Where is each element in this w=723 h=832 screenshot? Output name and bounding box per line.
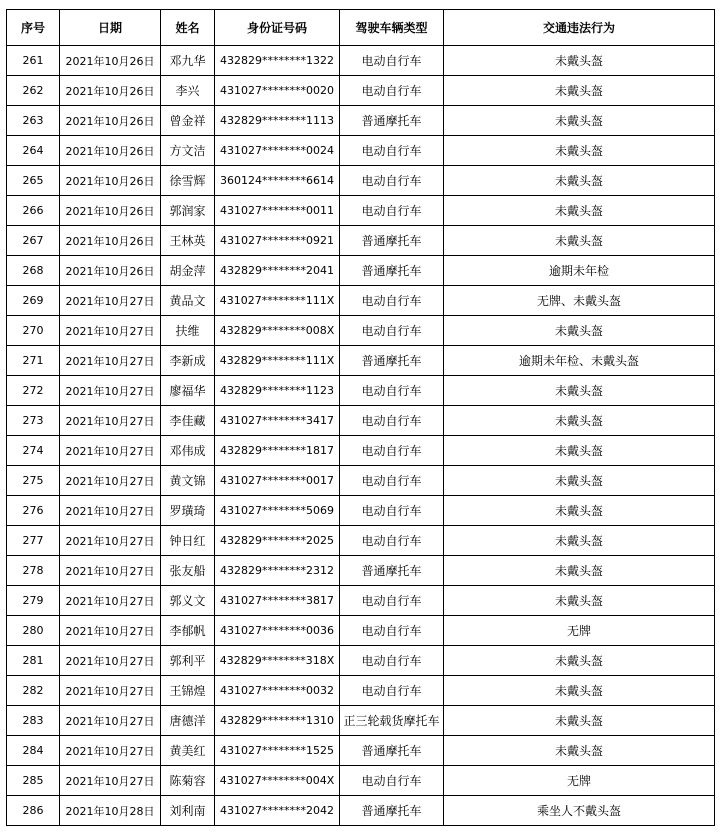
cell-violation: 逾期未年检、未戴头盔 [444, 346, 715, 376]
cell-vehicle-type: 电动自行车 [340, 466, 444, 496]
cell-id-number: 432829********1817 [215, 436, 340, 466]
cell-violation: 未戴头盔 [444, 436, 715, 466]
cell-vehicle-type: 普通摩托车 [340, 796, 444, 826]
cell-name: 李郁帆 [161, 616, 215, 646]
table-row [7, 46, 715, 76]
cell-serial: 263 [7, 106, 60, 136]
cell-serial: 269 [7, 286, 60, 316]
cell-violation: 未戴头盔 [444, 706, 715, 736]
cell-serial: 279 [7, 586, 60, 616]
cell-date: 2021年10月26日 [60, 136, 161, 166]
cell-date: 2021年10月27日 [60, 706, 161, 736]
cell-date: 2021年10月26日 [60, 256, 161, 286]
cell-name: 徐雪辉 [161, 166, 215, 196]
cell-date: 2021年10月27日 [60, 526, 161, 556]
cell-id-number: 431027********0036 [215, 616, 340, 646]
cell-vehicle-type: 电动自行车 [340, 676, 444, 706]
header-name: 姓名 [161, 10, 215, 46]
cell-vehicle-type: 电动自行车 [340, 136, 444, 166]
cell-violation: 未戴头盔 [444, 586, 715, 616]
table-row [7, 106, 715, 136]
cell-violation: 未戴头盔 [444, 46, 715, 76]
cell-vehicle-type: 电动自行车 [340, 376, 444, 406]
violation-table [6, 9, 715, 826]
cell-name: 李佳藏 [161, 406, 215, 436]
cell-name: 邓九华 [161, 46, 215, 76]
cell-name: 方文洁 [161, 136, 215, 166]
cell-violation: 未戴头盔 [444, 496, 715, 526]
cell-violation: 未戴头盔 [444, 646, 715, 676]
table-row [7, 196, 715, 226]
cell-name: 曾金祥 [161, 106, 215, 136]
cell-serial: 268 [7, 256, 60, 286]
cell-serial: 262 [7, 76, 60, 106]
cell-date: 2021年10月26日 [60, 226, 161, 256]
cell-id-number: 432829********1322 [215, 46, 340, 76]
table-row [7, 706, 715, 736]
cell-serial: 277 [7, 526, 60, 556]
cell-id-number: 431027********111X [215, 286, 340, 316]
table-row [7, 406, 715, 436]
cell-vehicle-type: 电动自行车 [340, 406, 444, 436]
cell-date: 2021年10月27日 [60, 316, 161, 346]
cell-violation: 未戴头盔 [444, 76, 715, 106]
cell-vehicle-type: 电动自行车 [340, 616, 444, 646]
cell-serial: 283 [7, 706, 60, 736]
cell-id-number: 431027********0020 [215, 76, 340, 106]
cell-name: 黄美红 [161, 736, 215, 766]
cell-serial: 274 [7, 436, 60, 466]
header-date: 日期 [60, 10, 161, 46]
table-row [7, 346, 715, 376]
cell-serial: 265 [7, 166, 60, 196]
cell-id-number: 431027********0011 [215, 196, 340, 226]
cell-serial: 280 [7, 616, 60, 646]
cell-serial: 273 [7, 406, 60, 436]
cell-serial: 281 [7, 646, 60, 676]
cell-serial: 278 [7, 556, 60, 586]
table-row [7, 436, 715, 466]
cell-date: 2021年10月27日 [60, 586, 161, 616]
header-serial: 序号 [7, 10, 60, 46]
table-row [7, 466, 715, 496]
cell-serial: 286 [7, 796, 60, 826]
cell-vehicle-type: 电动自行车 [340, 766, 444, 796]
cell-name: 李兴 [161, 76, 215, 106]
cell-date: 2021年10月27日 [60, 286, 161, 316]
cell-name: 扶维 [161, 316, 215, 346]
header-vehicle-type: 驾驶车辆类型 [340, 10, 444, 46]
cell-date: 2021年10月27日 [60, 436, 161, 466]
cell-vehicle-type: 电动自行车 [340, 436, 444, 466]
cell-vehicle-type: 电动自行车 [340, 286, 444, 316]
cell-vehicle-type: 普通摩托车 [340, 736, 444, 766]
cell-id-number: 432829********1123 [215, 376, 340, 406]
cell-date: 2021年10月27日 [60, 556, 161, 586]
cell-vehicle-type: 电动自行车 [340, 196, 444, 226]
cell-name: 黄品文 [161, 286, 215, 316]
cell-name: 陈菊容 [161, 766, 215, 796]
table-body [7, 46, 715, 826]
cell-date: 2021年10月26日 [60, 106, 161, 136]
cell-violation: 未戴头盔 [444, 466, 715, 496]
cell-id-number: 431027********0032 [215, 676, 340, 706]
cell-vehicle-type: 普通摩托车 [340, 256, 444, 286]
cell-date: 2021年10月27日 [60, 346, 161, 376]
cell-violation: 乘坐人不戴头盔 [444, 796, 715, 826]
cell-violation: 未戴头盔 [444, 526, 715, 556]
cell-id-number: 431027********004X [215, 766, 340, 796]
cell-date: 2021年10月26日 [60, 76, 161, 106]
cell-violation: 未戴头盔 [444, 406, 715, 436]
table-row [7, 76, 715, 106]
table-row [7, 676, 715, 706]
cell-serial: 271 [7, 346, 60, 376]
cell-name: 刘利南 [161, 796, 215, 826]
cell-vehicle-type: 电动自行车 [340, 46, 444, 76]
cell-violation: 未戴头盔 [444, 556, 715, 586]
table-row [7, 646, 715, 676]
cell-vehicle-type: 电动自行车 [340, 586, 444, 616]
cell-serial: 275 [7, 466, 60, 496]
cell-serial: 267 [7, 226, 60, 256]
table-row [7, 526, 715, 556]
cell-id-number: 431027********2042 [215, 796, 340, 826]
cell-date: 2021年10月27日 [60, 496, 161, 526]
cell-name: 廖福华 [161, 376, 215, 406]
cell-serial: 285 [7, 766, 60, 796]
table-row [7, 136, 715, 166]
cell-id-number: 432829********1310 [215, 706, 340, 736]
cell-serial: 264 [7, 136, 60, 166]
cell-name: 郭义文 [161, 586, 215, 616]
cell-date: 2021年10月27日 [60, 616, 161, 646]
table-row [7, 316, 715, 346]
header-violation: 交通违法行为 [444, 10, 715, 46]
cell-violation: 未戴头盔 [444, 226, 715, 256]
cell-violation: 未戴头盔 [444, 166, 715, 196]
cell-name: 黄文锦 [161, 466, 215, 496]
cell-violation: 未戴头盔 [444, 316, 715, 346]
cell-violation: 无牌、未戴头盔 [444, 286, 715, 316]
cell-vehicle-type: 电动自行车 [340, 166, 444, 196]
cell-date: 2021年10月27日 [60, 466, 161, 496]
cell-violation: 未戴头盔 [444, 676, 715, 706]
cell-date: 2021年10月27日 [60, 646, 161, 676]
cell-vehicle-type: 普通摩托车 [340, 226, 444, 256]
cell-vehicle-type: 普通摩托车 [340, 106, 444, 136]
cell-serial: 272 [7, 376, 60, 406]
table-row [7, 256, 715, 286]
cell-name: 张友船 [161, 556, 215, 586]
table-row [7, 166, 715, 196]
cell-name: 唐德洋 [161, 706, 215, 736]
cell-violation: 未戴头盔 [444, 136, 715, 166]
cell-date: 2021年10月26日 [60, 166, 161, 196]
cell-id-number: 431027********3817 [215, 586, 340, 616]
cell-name: 罗璜琦 [161, 496, 215, 526]
cell-vehicle-type: 电动自行车 [340, 496, 444, 526]
cell-name: 邓伟成 [161, 436, 215, 466]
cell-serial: 276 [7, 496, 60, 526]
cell-vehicle-type: 电动自行车 [340, 646, 444, 676]
cell-id-number: 432829********2041 [215, 256, 340, 286]
cell-id-number: 360124********6614 [215, 166, 340, 196]
cell-violation: 未戴头盔 [444, 196, 715, 226]
table-row [7, 736, 715, 766]
cell-date: 2021年10月27日 [60, 676, 161, 706]
cell-id-number: 432829********1113 [215, 106, 340, 136]
cell-date: 2021年10月26日 [60, 46, 161, 76]
cell-date: 2021年10月27日 [60, 736, 161, 766]
cell-violation: 无牌 [444, 616, 715, 646]
table-row [7, 586, 715, 616]
cell-name: 郭润家 [161, 196, 215, 226]
cell-id-number: 431027********0921 [215, 226, 340, 256]
table-row [7, 496, 715, 526]
cell-serial: 284 [7, 736, 60, 766]
table-row [7, 376, 715, 406]
cell-id-number: 431027********1525 [215, 736, 340, 766]
cell-id-number: 432829********318X [215, 646, 340, 676]
cell-vehicle-type: 电动自行车 [340, 526, 444, 556]
cell-id-number: 431027********5069 [215, 496, 340, 526]
cell-violation: 未戴头盔 [444, 106, 715, 136]
cell-vehicle-type: 正三轮载货摩托车 [340, 706, 444, 736]
cell-name: 钟日红 [161, 526, 215, 556]
cell-id-number: 431027********0024 [215, 136, 340, 166]
cell-vehicle-type: 普通摩托车 [340, 346, 444, 376]
cell-name: 李新成 [161, 346, 215, 376]
table-row [7, 556, 715, 586]
cell-violation: 未戴头盔 [444, 376, 715, 406]
table-row [7, 286, 715, 316]
table-row [7, 226, 715, 256]
cell-date: 2021年10月27日 [60, 376, 161, 406]
cell-violation: 无牌 [444, 766, 715, 796]
cell-vehicle-type: 电动自行车 [340, 76, 444, 106]
cell-vehicle-type: 电动自行车 [340, 316, 444, 346]
cell-name: 王锦煌 [161, 676, 215, 706]
cell-date: 2021年10月27日 [60, 406, 161, 436]
table-row [7, 616, 715, 646]
cell-id-number: 432829********2025 [215, 526, 340, 556]
cell-serial: 266 [7, 196, 60, 226]
cell-id-number: 432829********2312 [215, 556, 340, 586]
header-id-number: 身份证号码 [215, 10, 340, 46]
cell-serial: 261 [7, 46, 60, 76]
cell-date: 2021年10月26日 [60, 196, 161, 226]
cell-vehicle-type: 普通摩托车 [340, 556, 444, 586]
cell-serial: 270 [7, 316, 60, 346]
cell-name: 王林英 [161, 226, 215, 256]
cell-date: 2021年10月27日 [60, 766, 161, 796]
table-row [7, 766, 715, 796]
cell-violation: 逾期未年检 [444, 256, 715, 286]
cell-violation: 未戴头盔 [444, 736, 715, 766]
cell-id-number: 432829********008X [215, 316, 340, 346]
table-row [7, 796, 715, 826]
cell-id-number: 432829********111X [215, 346, 340, 376]
table-header-row [7, 10, 715, 46]
cell-id-number: 431027********3417 [215, 406, 340, 436]
cell-name: 胡金萍 [161, 256, 215, 286]
cell-id-number: 431027********0017 [215, 466, 340, 496]
cell-date: 2021年10月28日 [60, 796, 161, 826]
cell-serial: 282 [7, 676, 60, 706]
cell-name: 郭利平 [161, 646, 215, 676]
